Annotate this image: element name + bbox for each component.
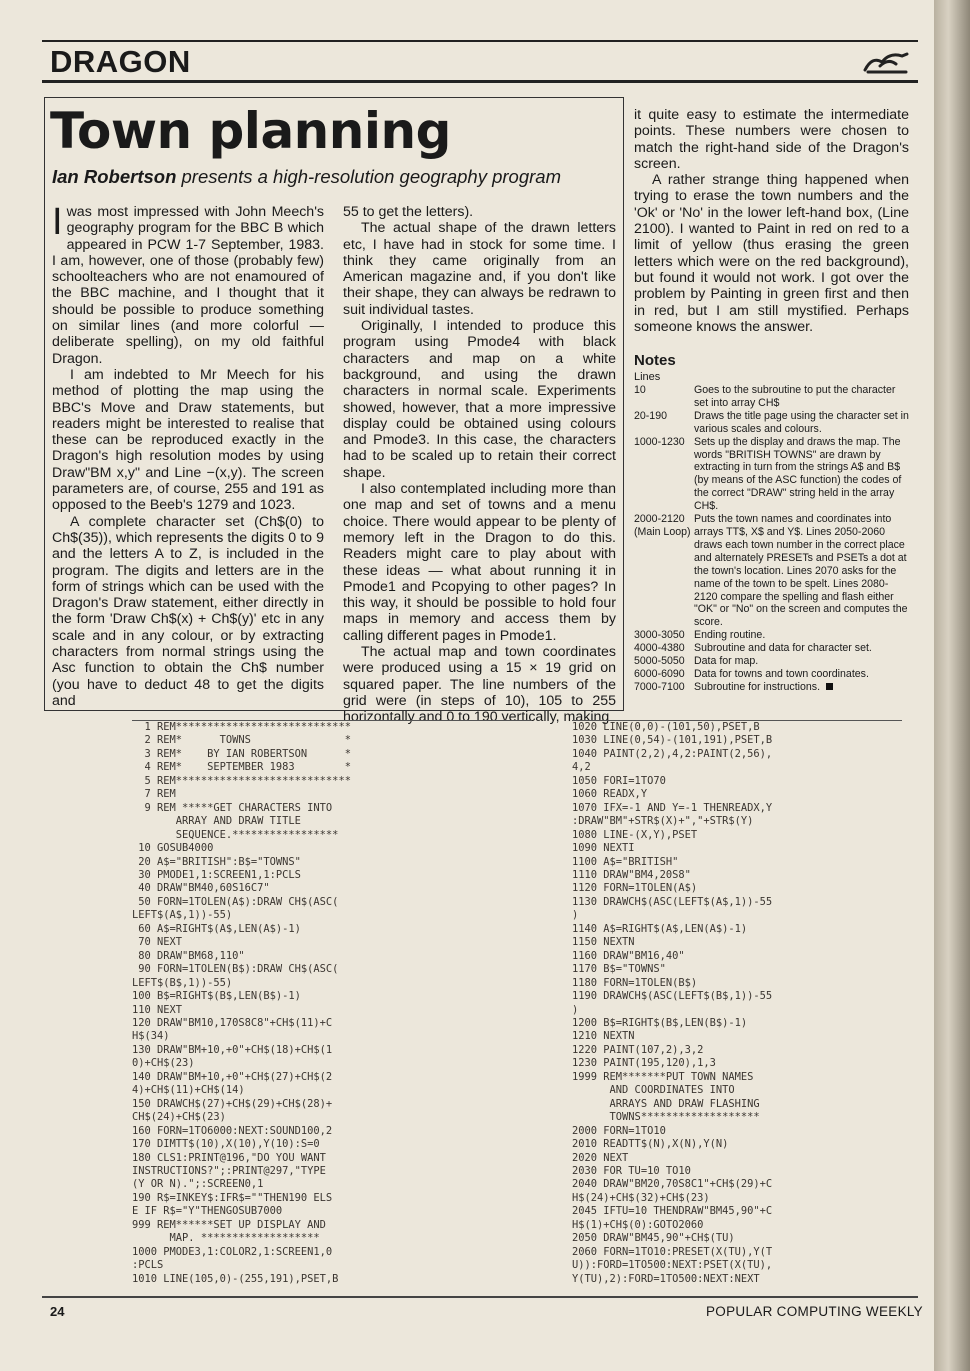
code-line: 1150 NEXTN bbox=[572, 936, 635, 949]
notes-table bbox=[634, 384, 910, 694]
code-line: 80 DRAW"BM68,110" bbox=[132, 949, 245, 962]
article-title: Town planning bbox=[50, 102, 451, 160]
code-line: 9 REM *****GET CHARACTERS INTO bbox=[132, 801, 333, 814]
code-line: 7 REM bbox=[132, 788, 176, 801]
top-rule bbox=[42, 40, 918, 42]
notes-row: 6000-6090 Data for towns and town coordinates. bbox=[634, 667, 869, 680]
magazine-name: POPULAR COMPUTING WEEKLY bbox=[706, 1304, 923, 1319]
notes-row: 4000-4380 Subroutine and data for character set. bbox=[634, 642, 872, 655]
paragraph: I also contemplated including more than one map and set of towns and a menu choice. There would appear to be plenty of memory left in the Dragon to do this. Readers might care to play about with these ideas — what about running it in Pmode1 and Pcopying to other pages? In this way, it should be possible to hold four maps in memory and access them by calling different pages in Pmode1. bbox=[343, 481, 616, 644]
code-line: 1190 DRAWCH$(ASC(LEFT$(B$,1))-55 bbox=[572, 990, 773, 1003]
code-line: 2050 DRAW"BM45,90"+CH$(TU) bbox=[572, 1232, 735, 1245]
code-line: H$(24)+CH$(32)+CH$(23) bbox=[572, 1191, 710, 1204]
code-line: 70 NEXT bbox=[132, 936, 183, 949]
code-line: 20 A$="BRITISH":B$="TOWNS" bbox=[132, 855, 301, 868]
code-line: E IF R$="Y"THENGOSUB7000 bbox=[132, 1205, 283, 1218]
code-line: 100 B$=RIGHT$(B$,LEN(B$)-1) bbox=[132, 990, 301, 1003]
notes-row: 7000-7100 Subroutine for instructions. bbox=[634, 681, 910, 694]
code-line: H$(34) bbox=[132, 1030, 170, 1043]
code-line: 1100 A$="BRITISH" bbox=[572, 855, 679, 868]
code-line: 2010 READTT$(N),X(N),Y(N) bbox=[572, 1138, 729, 1151]
code-line: ) bbox=[572, 909, 579, 922]
article-column-2 bbox=[343, 204, 616, 726]
notes-row: 3000-3050 Ending routine. bbox=[634, 629, 766, 642]
code-line: 60 A$=RIGHT$(A$,LEN(A$)-1) bbox=[132, 922, 301, 935]
code-line: H$(1)+CH$(0):GOTO2060 bbox=[572, 1218, 704, 1231]
code-line: 1130 DRAWCH$(ASC(LEFT$(A$,1))-55 bbox=[572, 895, 773, 908]
end-mark-icon bbox=[826, 683, 833, 690]
code-line: 0)+CH$(23) bbox=[132, 1057, 195, 1070]
code-line: U)):FORD=1TO500:NEXT:PSET(X(TU), bbox=[572, 1259, 773, 1272]
footer-rule bbox=[42, 1296, 918, 1298]
code-line: 4 REM* SEPTEMBER 1983 * bbox=[132, 761, 351, 774]
code-line: 1999 REM*******PUT TOWN NAMES bbox=[572, 1070, 754, 1083]
code-line: ) bbox=[572, 1003, 579, 1016]
page-number: 24 bbox=[50, 1304, 65, 1319]
paragraph: Iwas most impressed with John Meech's geography program for the BBC B which appeared in PCW 1-7 September, 1983. I am, however, one of those (probably few) schoolteachers who are not enamoured of the BBC machine, and I thought that it should be possible to produce something on similar lines (and more colorful — deliberate spelling), on my old faithful Dragon. bbox=[52, 201, 324, 367]
program-listing-right bbox=[572, 720, 902, 1286]
notes-row: 1000-1230 Sets up the display and draws the map. The words "BRITISH TOWNS" are drawn by extracting in turn from the strings A$ and B$ (by means of the ASC function) the codes of the correct "DRAW" string held in the array CH$. bbox=[634, 435, 902, 513]
code-line: 1020 LINE(0,0)-(101,50),PSET,B bbox=[572, 721, 760, 733]
paragraph: I am indebted to Mr Meech for his method of plotting the map using the BBC's Move and Draw statements, but readers might be interested to realise that these can be reproduced exactly in the Dragon's high resolution modes by using Draw"BM x,y" and Line −(x,y). The screen parameters are, of course, 255 and 191 as opposed to the Beeb's 1279 and 1023. bbox=[52, 366, 324, 514]
code-line: Y(TU),2):FORD=1TO500:NEXT:NEXT bbox=[572, 1272, 760, 1285]
code-line: 1110 DRAW"BM4,20S8" bbox=[572, 868, 691, 881]
code-line: 110 NEXT bbox=[132, 1003, 183, 1016]
code-line: 1070 IFX=-1 AND Y=-1 THENREADX,Y bbox=[572, 801, 773, 814]
code-line: 1230 PAINT(195,120),1,3 bbox=[572, 1057, 716, 1070]
paragraph: it quite easy to estimate the intermediate points. These numbers were chosen to match the right-hand side of the Dragon's screen. bbox=[634, 107, 909, 172]
code-line: 170 DIMTT$(10),X(10),Y(10):S=0 bbox=[132, 1138, 320, 1151]
code-line: 180 CLS1:PRINT@196,"DO YOU WANT bbox=[132, 1151, 326, 1164]
notes-row: 5000-5050 Data for map. bbox=[634, 655, 759, 668]
paragraph: 55 to get the letters). bbox=[343, 204, 474, 220]
code-line: 1040 PAINT(2,2),4,2:PAINT(2,56), bbox=[572, 747, 773, 760]
code-line: TOWNS******************* bbox=[572, 1111, 760, 1124]
article-column-3 bbox=[634, 107, 909, 335]
section-heading: DRAGON bbox=[50, 44, 191, 79]
notes-heading: Notes bbox=[634, 352, 676, 369]
program-listing-left bbox=[132, 720, 532, 1286]
code-line: 30 PMODE1,1:SCREEN1,1:PCLS bbox=[132, 868, 301, 881]
code-line: 1030 LINE(0,54)-(101,191),PSET,B bbox=[572, 734, 773, 747]
paragraph: Originally, I intended to produce this program using Pmode4 with black characters and map on a white background, and using the drawn characters in normal scale. Experiments showed, however, that a more impressive display could be obtained using colours and Pmode3. In this case, the characters had to be scaled up to retain their correct shape. bbox=[343, 318, 616, 481]
code-line: 1050 FORI=1TO70 bbox=[572, 774, 666, 787]
paragraph: A rather strange thing happened when trying to erase the town numbers and the 'Ok' or 'No' in the lower left-hand box, (Line 2100). I wanted to Paint in red on red to a limit of yellow (thus erasing the green letters which were on the red background), but found it would not work. I got over the problem by Painting in green first and then in red, but I am still mystified. Perhaps someone knows the answer. bbox=[634, 172, 909, 335]
code-line: 5 REM**************************** bbox=[132, 774, 351, 787]
code-line: SEQUENCE.***************** bbox=[132, 828, 339, 841]
byline-text: presents a high-resolution geography program bbox=[176, 166, 561, 187]
code-line: CH$(24)+CH$(23) bbox=[132, 1111, 226, 1124]
code-line: ARRAY AND DRAW TITLE bbox=[132, 815, 301, 828]
code-line: 150 DRAWCH$(27)+CH$(29)+CH$(28)+ bbox=[132, 1097, 333, 1110]
code-line: 40 DRAW"BM40,60S16C7" bbox=[132, 882, 270, 895]
paragraph: A complete character set (Ch$(0) to Ch$(35)), which represents the digits 0 to 9 and the letters A to Z, is included in the program. The digits and letters are in the form of strings which can be used with the Dragon's Draw statement, either directly in the form 'Draw Ch$(x) + Ch$(y)' etc in any scale and in any colour, or by extracting characters from normal strings using the Asc function to obtain the Ch$ number (you have to deduct 48 to get the digits and bbox=[52, 513, 324, 709]
code-line: 1 REM**************************** bbox=[132, 721, 351, 733]
notes-row: 2000-2120 (Main Loop) Puts the town names and coordinates into arrays TT$, X$ and Y$. Lines 2050-2060 draws each town number in the correct place and alternately PRESETs and PSETs a dot at the town's location. Lines 2070 asks for the name of the town to be spelt. Lines 2080-2120 compare the spelling and flash either "OK" or "No" on the screen and computes the score. bbox=[634, 513, 908, 629]
code-line: 1210 NEXTN bbox=[572, 1030, 635, 1043]
code-line: LEFT$(B$,1))-55) bbox=[132, 976, 233, 989]
section-rule bbox=[42, 80, 918, 83]
code-line: 1220 PAINT(107,2),3,2 bbox=[572, 1043, 704, 1056]
code-line: 1010 LINE(105,0)-(255,191),PSET,B bbox=[132, 1272, 339, 1285]
code-line: 120 DRAW"BM10,170S8C8"+CH$(11)+C bbox=[132, 1016, 333, 1029]
code-line: 1200 B$=RIGHT$(B$,LEN(B$)-1) bbox=[572, 1016, 748, 1029]
code-line: INSTRUCTIONS?";:PRINT@297,"TYPE bbox=[132, 1164, 326, 1177]
code-line: 1060 READX,Y bbox=[572, 788, 648, 801]
paragraph: The actual shape of the drawn letters etc, I have had in stock for some time. I think they came originally from an American magazine and, if you don't like their shape, they can always be redrawn to suit individual tastes. bbox=[343, 220, 616, 318]
code-line: :PCLS bbox=[132, 1259, 164, 1272]
code-line: 2040 DRAW"BM20,70S8C1"+CH$(29)+C bbox=[572, 1178, 773, 1191]
notes-lines-label: Lines bbox=[634, 371, 661, 383]
code-line: 1080 LINE-(X,Y),PSET bbox=[572, 828, 698, 841]
code-line: 999 REM******SET UP DISPLAY AND bbox=[132, 1218, 326, 1231]
drop-cap: I bbox=[52, 201, 63, 243]
code-line: :DRAW"BM"+STR$(X)+","+STR$(Y) bbox=[572, 815, 754, 828]
code-line: 2 REM* TOWNS * bbox=[132, 734, 351, 747]
code-line: 1140 A$=RIGHT$(A$,LEN(A$)-1) bbox=[572, 922, 748, 935]
code-line: LEFT$(A$,1))-55) bbox=[132, 909, 233, 922]
article-column-1 bbox=[52, 201, 324, 709]
code-line: 2000 FORN=1TO10 bbox=[572, 1124, 666, 1137]
binding-spine bbox=[934, 0, 970, 1371]
code-line: 4)+CH$(11)+CH$(14) bbox=[132, 1084, 245, 1097]
code-line: 1160 DRAW"BM16,40" bbox=[572, 949, 685, 962]
notes-row: 20-190 Draws the title page using the character set in various scales and colours. bbox=[634, 409, 909, 435]
code-line: 130 DRAW"BM+10,+0"+CH$(18)+CH$(1 bbox=[132, 1043, 333, 1056]
code-line: AND COORDINATES INTO bbox=[572, 1084, 735, 1097]
code-line: 50 FORN=1TOLEN(A$):DRAW CH$(ASC( bbox=[132, 895, 339, 908]
code-line: 3 REM* BY IAN ROBERTSON * bbox=[132, 747, 351, 760]
code-line: 160 FORN=1TO6000:NEXT:SOUND100,2 bbox=[132, 1124, 333, 1137]
author-name: Ian Robertson bbox=[52, 166, 177, 187]
code-line: MAP. ******************* bbox=[132, 1232, 320, 1245]
code-line: 10 GOSUB4000 bbox=[132, 842, 214, 855]
code-line: 90 FORN=1TOLEN(B$):DRAW CH$(ASC( bbox=[132, 963, 339, 976]
code-line: 1090 NEXTI bbox=[572, 842, 635, 855]
code-line: 1180 FORN=1TOLEN(B$) bbox=[572, 976, 698, 989]
code-line: 2030 FOR TU=10 TO10 bbox=[572, 1164, 691, 1177]
code-line: 2060 FORN=1TO10:PRESET(X(TU),Y(T bbox=[572, 1245, 773, 1258]
paragraph: The actual map and town coordinates were produced using a 15 × 19 grid on squared paper. The line numbers of the grid were (in steps of 10), 105 to 255 horizontally and 0 to 190 vertically, making bbox=[343, 644, 616, 726]
code-line: ARRAYS AND DRAW FLASHING bbox=[572, 1097, 760, 1110]
code-line: 2045 IFTU=10 THENDRAW"BM45,90"+C bbox=[572, 1205, 773, 1218]
notes-row: 10 Goes to the subroutine to put the character set into array CH$ bbox=[634, 384, 896, 409]
code-line: 1000 PMODE3,1:COLOR2,1:SCREEN1,0 bbox=[132, 1245, 333, 1258]
byline bbox=[52, 166, 561, 188]
code-line: 4,2 bbox=[572, 761, 591, 774]
code-line: 2020 NEXT bbox=[572, 1151, 629, 1164]
code-line: 190 R$=INKEY$:IFR$=""THEN190 ELS bbox=[132, 1191, 333, 1204]
code-line: 1120 FORN=1TOLEN(A$) bbox=[572, 882, 698, 895]
dragon-logo-icon bbox=[862, 48, 910, 76]
code-line: 140 DRAW"BM+10,+0"+CH$(27)+CH$(2 bbox=[132, 1070, 333, 1083]
code-line: 1170 B$="TOWNS" bbox=[572, 963, 666, 976]
code-line: (Y OR N).";:SCREEN0,1 bbox=[132, 1178, 264, 1191]
